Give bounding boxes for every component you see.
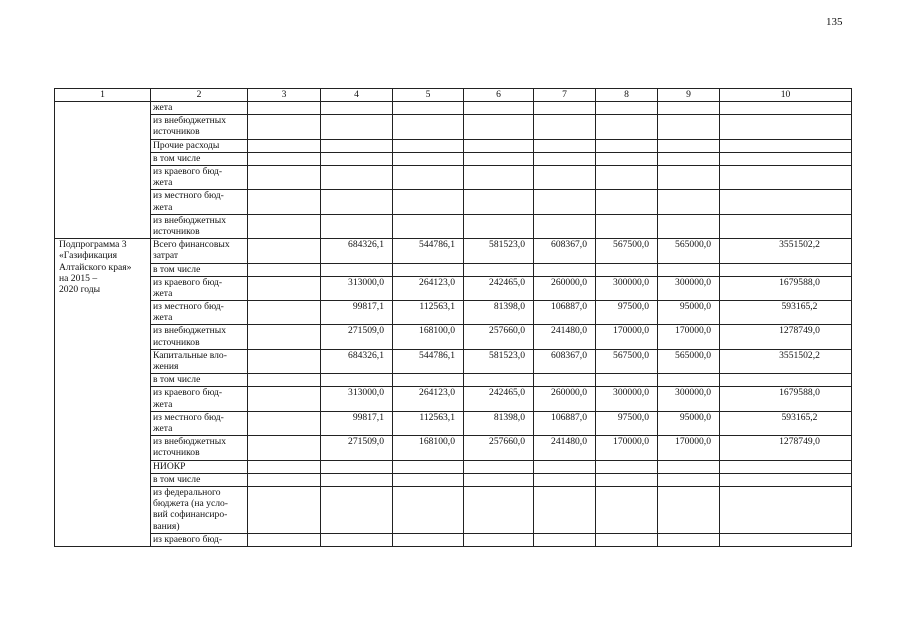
row-description-line: Капитальные вло- (153, 349, 227, 361)
table-row (55, 301, 852, 325)
budget-table (54, 88, 852, 547)
cell-col-7 (534, 473, 596, 486)
row-description-line: источников (153, 336, 200, 348)
row-description-line: из внебюджетных (153, 214, 227, 226)
row-description-line: из федерального (153, 487, 221, 498)
cell-col-8 (596, 460, 658, 473)
cell-col-9 (658, 487, 720, 534)
cell-col-6 (464, 115, 534, 139)
cell-col-7 (534, 263, 596, 276)
row-description (151, 152, 248, 165)
row-description-line: из краевого бюд- (153, 387, 223, 399)
row-description (151, 473, 248, 486)
cell-col-5 (393, 214, 464, 238)
cell-col-10 (720, 115, 852, 139)
row-description-line: НИОКР (153, 460, 186, 472)
row-description (151, 436, 248, 460)
cell-col-10: 593165,2 (720, 301, 852, 325)
cell-col-5: 168100,0 (393, 325, 464, 349)
row-description (151, 487, 248, 534)
cell-col-5 (393, 152, 464, 165)
column-header-3: 3 (248, 89, 321, 102)
cell-col-7: 106887,0 (534, 411, 596, 435)
cell-col-8: 300000,0 (596, 387, 658, 411)
cell-col-8 (596, 115, 658, 139)
cell-col-10 (720, 374, 852, 387)
subprogram-name-line: 2020 годы (59, 283, 101, 295)
cell-col-9 (658, 165, 720, 189)
cell-col-8: 97500,0 (596, 301, 658, 325)
cell-col-6 (464, 139, 534, 152)
subprogram-name-line: Подпрограмма 3 (59, 239, 127, 251)
row-description (151, 411, 248, 435)
column-header-9: 9 (658, 89, 720, 102)
cell-col-4: 271509,0 (321, 436, 393, 460)
cell-col-8 (596, 473, 658, 486)
cell-col-5 (393, 190, 464, 214)
cell-col-4 (321, 115, 393, 139)
cell-col-6 (464, 152, 534, 165)
cell-col-7 (534, 460, 596, 473)
cell-col-10 (720, 214, 852, 238)
cell-col-3 (248, 214, 321, 238)
row-description (151, 239, 248, 263)
row-description-line: вий софинансиро- (153, 509, 228, 521)
cell-col-3 (248, 239, 321, 263)
cell-col-5: 168100,0 (393, 436, 464, 460)
cell-col-7 (534, 374, 596, 387)
cell-col-5 (393, 102, 464, 115)
cell-col-5: 544786,1 (393, 239, 464, 263)
cell-col-10: 3551502,2 (720, 349, 852, 373)
cell-col-8 (596, 374, 658, 387)
table-row (55, 239, 852, 263)
cell-col-3 (248, 387, 321, 411)
cell-col-6 (464, 102, 534, 115)
cell-col-5: 264123,0 (393, 276, 464, 300)
cell-col-3 (248, 139, 321, 152)
cell-col-3 (248, 115, 321, 139)
cell-col-5 (393, 139, 464, 152)
cell-col-5 (393, 487, 464, 534)
row-description-line: жета (153, 201, 173, 213)
cell-col-7: 608367,0 (534, 349, 596, 373)
cell-col-9 (658, 190, 720, 214)
cell-col-9: 170000,0 (658, 436, 720, 460)
cell-col-7: 241480,0 (534, 325, 596, 349)
cell-col-6: 81398,0 (464, 301, 534, 325)
cell-col-4 (321, 139, 393, 152)
cell-col-6 (464, 460, 534, 473)
cell-col-9: 95000,0 (658, 301, 720, 325)
row-description-line: в том числе (153, 152, 201, 164)
column-header-10: 10 (720, 89, 852, 102)
row-description-line: жета (153, 287, 173, 299)
cell-col-9 (658, 263, 720, 276)
cell-col-3 (248, 276, 321, 300)
cell-col-8 (596, 533, 658, 546)
cell-col-3 (248, 411, 321, 435)
cell-col-8 (596, 165, 658, 189)
table-row (55, 190, 852, 214)
column-header-1: 1 (55, 89, 151, 102)
cell-col-5 (393, 533, 464, 546)
cell-col-9: 300000,0 (658, 387, 720, 411)
cell-col-5: 544786,1 (393, 349, 464, 373)
row-description (151, 102, 248, 115)
row-description (151, 115, 248, 139)
cell-col-4: 313000,0 (321, 276, 393, 300)
cell-col-6: 581523,0 (464, 349, 534, 373)
row-description-line: жета (153, 312, 173, 324)
cell-col-10: 3551502,2 (720, 239, 852, 263)
cell-col-8 (596, 139, 658, 152)
cell-col-3 (248, 487, 321, 534)
column-header-2: 2 (151, 89, 248, 102)
cell-col-4: 99817,1 (321, 301, 393, 325)
cell-col-4 (321, 102, 393, 115)
cell-col-8 (596, 190, 658, 214)
cell-col-4 (321, 473, 393, 486)
row-description (151, 349, 248, 373)
cell-col-7 (534, 139, 596, 152)
cell-col-7: 106887,0 (534, 301, 596, 325)
cell-col-7: 241480,0 (534, 436, 596, 460)
cell-col-8 (596, 263, 658, 276)
cell-col-4: 684326,1 (321, 239, 393, 263)
row-description (151, 533, 248, 546)
table-row (55, 214, 852, 238)
cell-col-5 (393, 374, 464, 387)
cell-col-10: 1679588,0 (720, 387, 852, 411)
cell-col-7 (534, 190, 596, 214)
cell-col-4 (321, 165, 393, 189)
row-description-line: источников (153, 225, 200, 237)
cell-col-9 (658, 533, 720, 546)
table-row (55, 325, 852, 349)
cell-col-9: 300000,0 (658, 276, 720, 300)
row-description (151, 301, 248, 325)
cell-col-9 (658, 115, 720, 139)
cell-col-10 (720, 139, 852, 152)
cell-col-8 (596, 102, 658, 115)
cell-col-9: 170000,0 (658, 325, 720, 349)
table-row (55, 139, 852, 152)
cell-col-9: 565000,0 (658, 239, 720, 263)
cell-col-7 (534, 487, 596, 534)
cell-col-8: 97500,0 (596, 411, 658, 435)
row-description-line: затрат (153, 250, 179, 262)
column-header-4: 4 (321, 89, 393, 102)
cell-col-7: 260000,0 (534, 276, 596, 300)
subprogram-name-cell (55, 239, 151, 547)
row-description-line: из краевого бюд- (153, 276, 223, 288)
cell-col-3 (248, 190, 321, 214)
cell-col-9 (658, 152, 720, 165)
cell-col-3 (248, 102, 321, 115)
cell-col-4 (321, 214, 393, 238)
subprogram-name-line: на 2015 – (59, 272, 98, 284)
table-row (55, 460, 852, 473)
cell-col-6 (464, 487, 534, 534)
row-description (151, 214, 248, 238)
cell-col-6 (464, 533, 534, 546)
row-description-line: жета (153, 102, 173, 113)
cell-col-4 (321, 460, 393, 473)
header-row (55, 89, 852, 102)
cell-col-7 (534, 533, 596, 546)
cell-col-3 (248, 460, 321, 473)
table-row (55, 436, 852, 460)
cell-col-5 (393, 165, 464, 189)
cell-col-10 (720, 152, 852, 165)
row-description-line: источников (153, 447, 200, 459)
cell-col-6: 242465,0 (464, 276, 534, 300)
cell-col-7: 608367,0 (534, 239, 596, 263)
row-description-line: жета (153, 423, 173, 435)
cell-col-8: 170000,0 (596, 325, 658, 349)
row-description-line: Всего финансовых (153, 239, 230, 251)
cell-col-3 (248, 374, 321, 387)
cell-col-5: 112563,1 (393, 301, 464, 325)
cell-col-4 (321, 152, 393, 165)
cell-col-9 (658, 473, 720, 486)
table-row (55, 533, 852, 546)
table-row (55, 263, 852, 276)
cell-col-6 (464, 473, 534, 486)
cell-col-8: 567500,0 (596, 349, 658, 373)
empty-col1-cell (55, 102, 151, 239)
cell-col-10 (720, 533, 852, 546)
row-description-line: из внебюджетных (153, 325, 227, 337)
cell-col-10: 593165,2 (720, 411, 852, 435)
cell-col-3 (248, 165, 321, 189)
cell-col-7: 260000,0 (534, 387, 596, 411)
row-description-line: жета (153, 177, 173, 189)
cell-col-3 (248, 325, 321, 349)
cell-col-4: 684326,1 (321, 349, 393, 373)
table-row (55, 276, 852, 300)
table-row (55, 411, 852, 435)
cell-col-10 (720, 460, 852, 473)
row-description (151, 374, 248, 387)
table-row (55, 152, 852, 165)
column-header-8: 8 (596, 89, 658, 102)
cell-col-4 (321, 533, 393, 546)
cell-col-6 (464, 263, 534, 276)
cell-col-9 (658, 214, 720, 238)
cell-col-8 (596, 214, 658, 238)
row-description (151, 263, 248, 276)
cell-col-6: 257660,0 (464, 436, 534, 460)
cell-col-10: 1278749,0 (720, 436, 852, 460)
row-description-line: из местного бюд- (153, 190, 224, 202)
table-row (55, 115, 852, 139)
row-description-line: из внебюджетных (153, 436, 227, 448)
row-description-line: Прочие расходы (153, 139, 220, 151)
table-row (55, 487, 852, 534)
row-description-line: в том числе (153, 374, 201, 386)
table-row (55, 349, 852, 373)
cell-col-3 (248, 533, 321, 546)
cell-col-5 (393, 473, 464, 486)
cell-col-8: 300000,0 (596, 276, 658, 300)
row-description (151, 190, 248, 214)
cell-col-8: 567500,0 (596, 239, 658, 263)
cell-col-7 (534, 152, 596, 165)
cell-col-9: 95000,0 (658, 411, 720, 435)
table-row (55, 165, 852, 189)
cell-col-8: 170000,0 (596, 436, 658, 460)
cell-col-10: 1278749,0 (720, 325, 852, 349)
cell-col-10: 1679588,0 (720, 276, 852, 300)
row-description-line: жета (153, 398, 173, 410)
cell-col-6: 257660,0 (464, 325, 534, 349)
cell-col-6 (464, 214, 534, 238)
cell-col-3 (248, 152, 321, 165)
row-description (151, 387, 248, 411)
cell-col-6 (464, 190, 534, 214)
cell-col-6: 81398,0 (464, 411, 534, 435)
row-description (151, 276, 248, 300)
cell-col-3 (248, 349, 321, 373)
row-description-line: источников (153, 126, 200, 138)
cell-col-4 (321, 487, 393, 534)
cell-col-7 (534, 102, 596, 115)
column-header-5: 5 (393, 89, 464, 102)
column-header-7: 7 (534, 89, 596, 102)
cell-col-9 (658, 374, 720, 387)
table-row (55, 473, 852, 486)
cell-col-10 (720, 263, 852, 276)
row-description-line: бюджета (на усло- (153, 498, 228, 510)
cell-col-3 (248, 301, 321, 325)
row-description (151, 325, 248, 349)
cell-col-5: 112563,1 (393, 411, 464, 435)
row-description (151, 460, 248, 473)
table-row (55, 387, 852, 411)
cell-col-9 (658, 460, 720, 473)
cell-col-10 (720, 473, 852, 486)
cell-col-10 (720, 102, 852, 115)
row-description-line: из местного бюд- (153, 411, 224, 423)
cell-col-5 (393, 115, 464, 139)
cell-col-3 (248, 473, 321, 486)
row-description-line: из краевого бюд- (153, 533, 223, 545)
subprogram-name-line: Алтайского края» (59, 261, 132, 273)
row-description-line: из местного бюд- (153, 301, 224, 313)
cell-col-4: 271509,0 (321, 325, 393, 349)
cell-col-7 (534, 214, 596, 238)
cell-col-5: 264123,0 (393, 387, 464, 411)
row-description-line: жения (153, 361, 179, 373)
cell-col-9: 565000,0 (658, 349, 720, 373)
cell-col-6 (464, 374, 534, 387)
cell-col-5 (393, 263, 464, 276)
cell-col-10 (720, 487, 852, 534)
cell-col-4 (321, 190, 393, 214)
cell-col-6: 242465,0 (464, 387, 534, 411)
row-description-line: из внебюджетных (153, 115, 227, 127)
subprogram-name-line: «Газификация (59, 250, 118, 262)
cell-col-6 (464, 165, 534, 189)
cell-col-10 (720, 165, 852, 189)
cell-col-8 (596, 487, 658, 534)
cell-col-3 (248, 263, 321, 276)
cell-col-10 (720, 190, 852, 214)
cell-col-6: 581523,0 (464, 239, 534, 263)
cell-col-7 (534, 165, 596, 189)
row-description-line: из краевого бюд- (153, 165, 223, 177)
cell-col-4: 99817,1 (321, 411, 393, 435)
table-row (55, 102, 852, 115)
cell-col-7 (534, 115, 596, 139)
page-number: 135 (826, 16, 843, 28)
row-description-line: вания) (153, 520, 180, 532)
row-description-line: в том числе (153, 473, 201, 485)
cell-col-9 (658, 139, 720, 152)
cell-col-4: 313000,0 (321, 387, 393, 411)
row-description-line: в том числе (153, 263, 201, 275)
cell-col-4 (321, 263, 393, 276)
column-header-6: 6 (464, 89, 534, 102)
row-description (151, 139, 248, 152)
cell-col-4 (321, 374, 393, 387)
table-row (55, 374, 852, 387)
cell-col-3 (248, 436, 321, 460)
cell-col-8 (596, 152, 658, 165)
cell-col-9 (658, 102, 720, 115)
cell-col-5 (393, 460, 464, 473)
row-description (151, 165, 248, 189)
